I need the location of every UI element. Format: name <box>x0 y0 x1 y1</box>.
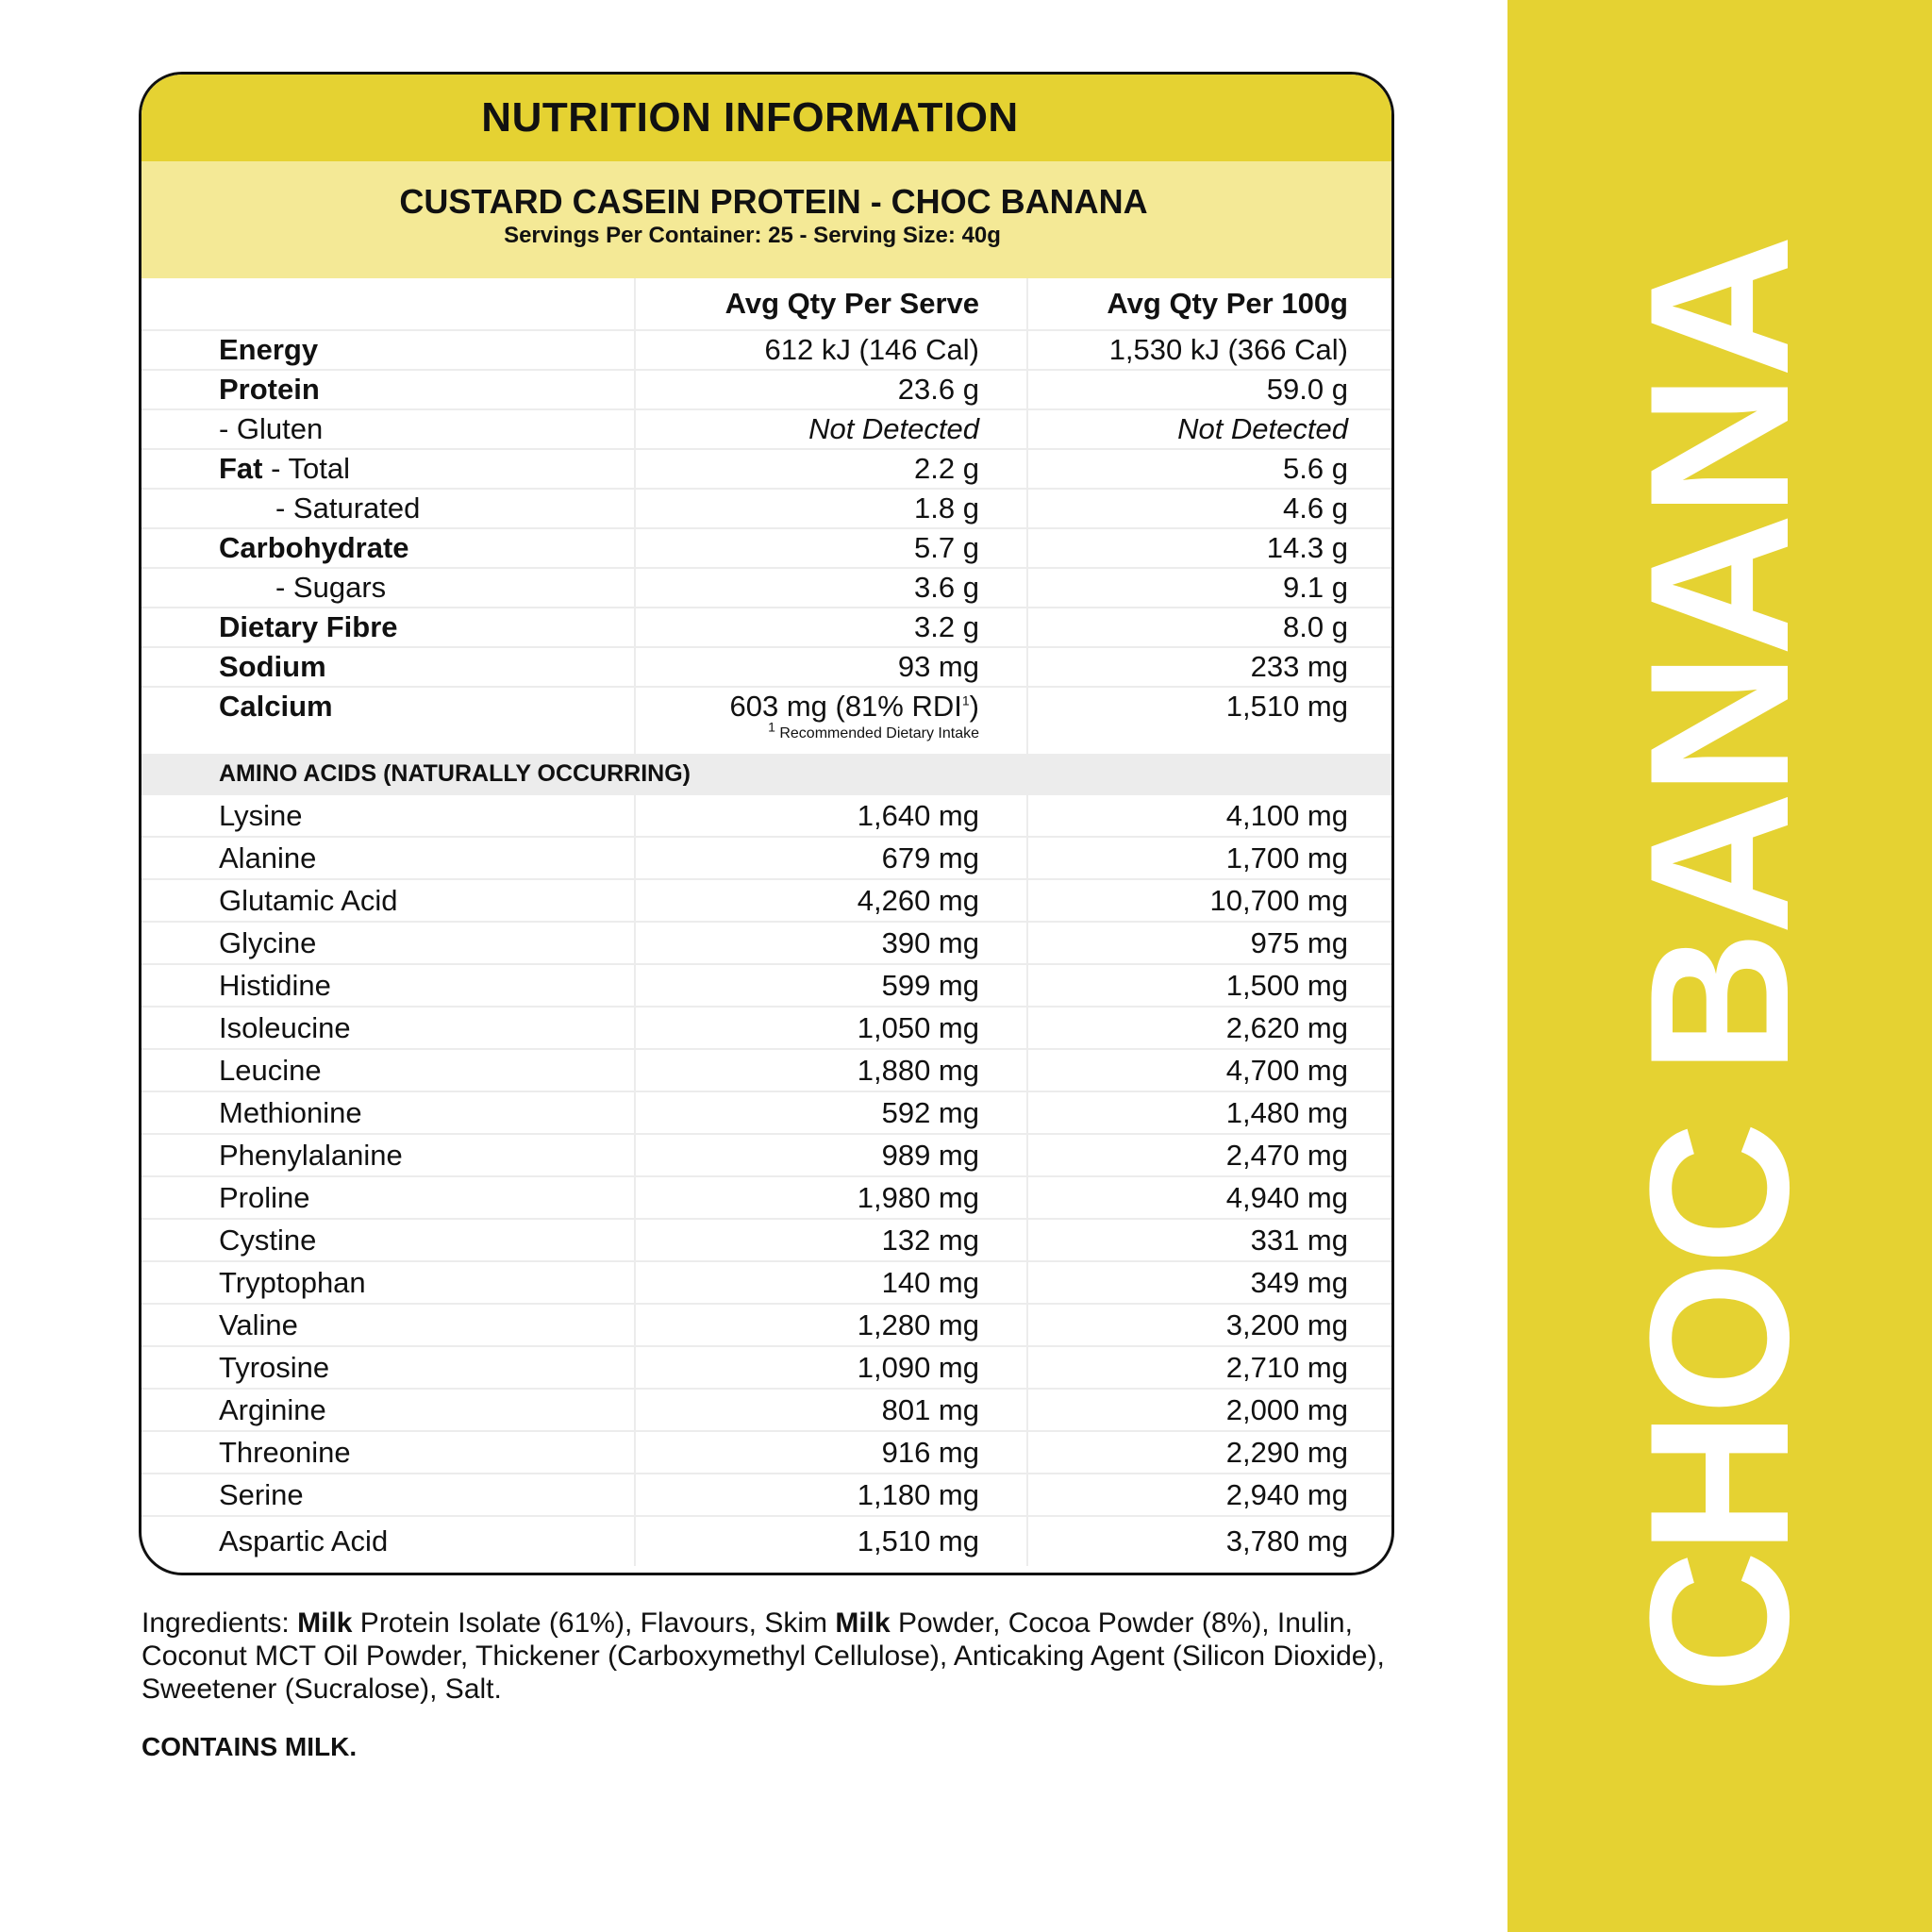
per-serve-value: 1,180 mg <box>635 1474 1027 1516</box>
amino-acid-row <box>142 1389 1391 1431</box>
amino-acid-row <box>142 1346 1391 1389</box>
calcium-per-serve: 603 mg (81% RDI <box>729 690 962 723</box>
per-serve-value: 1,280 mg <box>635 1304 1027 1346</box>
per-100g-value: 9.1 g <box>1027 568 1391 608</box>
nutrition-table <box>142 278 1391 1566</box>
nutrition-title: NUTRITION INFORMATION <box>481 94 1019 141</box>
ingredient-allergen-bold: Milk <box>835 1607 891 1639</box>
amino-acid-row <box>142 1474 1391 1516</box>
per-100g-value: 14.3 g <box>1027 528 1391 568</box>
per-serve-value: 4,260 mg <box>635 879 1027 922</box>
amino-acid-label: Histidine <box>142 964 635 1007</box>
per-serve-value: 1,980 mg <box>635 1176 1027 1219</box>
nutrient-row-dietary-fibre <box>142 608 1391 647</box>
per-100g-value: 2,710 mg <box>1027 1346 1391 1389</box>
per-serve-value: 132 mg <box>635 1219 1027 1261</box>
per-100g-value: Not Detected <box>1027 409 1391 449</box>
per-serve-value: 2.2 g <box>635 449 1027 489</box>
nutrient-row-fat-total <box>142 449 1391 489</box>
per-serve-value: 3.6 g <box>635 568 1027 608</box>
per-serve-value: Not Detected <box>635 409 1027 449</box>
per-100g-value: 233 mg <box>1027 647 1391 687</box>
per-100g-value: 331 mg <box>1027 1219 1391 1261</box>
amino-acid-label: Threonine <box>142 1431 635 1474</box>
per-serve-value: 989 mg <box>635 1134 1027 1176</box>
per-100g-value: 8.0 g <box>1027 608 1391 647</box>
nutrient-label: Dietary Fibre <box>142 608 635 647</box>
per-serve-value: 801 mg <box>635 1389 1027 1431</box>
per-100g-value: 4.6 g <box>1027 489 1391 528</box>
nutrient-row-sugars <box>142 568 1391 608</box>
per-100g-value: 4,700 mg <box>1027 1049 1391 1091</box>
amino-acid-row <box>142 879 1391 922</box>
per-100g-value: 2,470 mg <box>1027 1134 1391 1176</box>
per-100g-value: 2,620 mg <box>1027 1007 1391 1049</box>
column-header-per-serve: Avg Qty Per Serve <box>635 278 1027 330</box>
column-header-label <box>142 278 635 330</box>
amino-acid-label: Tryptophan <box>142 1261 635 1304</box>
amino-acids-header: AMINO ACIDS (NATURALLY OCCURRING) <box>142 754 1391 794</box>
per-100g-value: 1,530 kJ (366 Cal) <box>1027 330 1391 370</box>
flavour-vertical-label: CHOC BANANA <box>1608 238 1830 1694</box>
ingredient-allergen-bold: Milk <box>297 1607 353 1639</box>
per-serve-value: 3.2 g <box>635 608 1027 647</box>
per-serve-value: 390 mg <box>635 922 1027 964</box>
amino-acid-row <box>142 1304 1391 1346</box>
amino-acid-row <box>142 1219 1391 1261</box>
serving-info: Servings Per Container: 25 - Serving Size: 40g <box>504 223 1001 248</box>
nutrient-row-carbohydrate <box>142 528 1391 568</box>
per-100g-value: 5.6 g <box>1027 449 1391 489</box>
ingredient-text: Ingredients: <box>142 1607 298 1639</box>
amino-acid-row <box>142 964 1391 1007</box>
per-serve-value: 1,090 mg <box>635 1346 1027 1389</box>
amino-acid-label: Proline <box>142 1176 635 1219</box>
nutrient-label: - Gluten <box>142 409 635 449</box>
nutrient-label: - Saturated <box>142 489 635 528</box>
per-100g-value: 1,480 mg <box>1027 1091 1391 1134</box>
per-serve-value: 140 mg <box>635 1261 1027 1304</box>
amino-acid-label: Aspartic Acid <box>219 1524 389 1557</box>
amino-acid-label: Lysine <box>142 794 635 837</box>
amino-acid-label: Alanine <box>142 837 635 879</box>
ingredient-text: Powder, Cocoa Powder (8%), Inulin, Coconut MCT Oil Powder, Thickener (Carboxymethyl Cellulose), Anticaking Agent (Silicon Dioxide), Sweetener (Sucralose), Salt. <box>142 1607 1385 1705</box>
amino-acid-row <box>142 1176 1391 1219</box>
per-100g-value: 2,000 mg <box>1027 1389 1391 1431</box>
per-100g-value: 4,100 mg <box>1027 794 1391 837</box>
per-100g-value: 1,510 mg <box>1027 687 1391 754</box>
nutrition-panel <box>139 72 1394 1575</box>
nutrient-row-sodium <box>142 647 1391 687</box>
amino-acid-row <box>142 1091 1391 1134</box>
per-serve-value: 1,510 mg <box>635 1516 1027 1566</box>
per-100g-value: 1,500 mg <box>1027 964 1391 1007</box>
amino-acid-row <box>142 1134 1391 1176</box>
nutrient-row-protein <box>142 370 1391 409</box>
amino-acid-label: Phenylalanine <box>142 1134 635 1176</box>
product-name: CUSTARD CASEIN PROTEIN - CHOC BANANA <box>399 182 1148 221</box>
calcium-close-paren: ) <box>969 690 979 723</box>
amino-acid-label: Serine <box>142 1474 635 1516</box>
nutrient-row-calcium <box>142 687 1391 754</box>
nutrient-label: Protein <box>142 370 635 409</box>
per-serve-value: 592 mg <box>635 1091 1027 1134</box>
per-serve-value: 599 mg <box>635 964 1027 1007</box>
rdi-footnote <box>636 719 979 742</box>
nutrient-label-rest: - Total <box>262 452 350 485</box>
per-100g-value: 1,700 mg <box>1027 837 1391 879</box>
per-serve-value: 5.7 g <box>635 528 1027 568</box>
nutrient-row-saturated <box>142 489 1391 528</box>
amino-acid-label: Glutamic Acid <box>142 879 635 922</box>
allergen-statement: CONTAINS MILK. <box>142 1732 358 1761</box>
flavour-side-band <box>1507 0 1932 1932</box>
nutrient-label: Energy <box>142 330 635 370</box>
nutrient-label-bold: Fat <box>219 452 263 485</box>
nutrient-label: Calcium <box>219 690 333 723</box>
column-header-per-100g: Avg Qty Per 100g <box>1027 278 1391 330</box>
per-serve-value: 23.6 g <box>635 370 1027 409</box>
amino-acid-row <box>142 1261 1391 1304</box>
nutrient-label <box>142 449 635 489</box>
nutrient-label: Carbohydrate <box>142 528 635 568</box>
amino-acids-header-row <box>142 754 1391 794</box>
per-100g-value: 349 mg <box>1027 1261 1391 1304</box>
amino-acid-row <box>142 1049 1391 1091</box>
footnote-text: Recommended Dietary Intake <box>774 725 979 741</box>
per-serve-value: 1.8 g <box>635 489 1027 528</box>
nutrient-row-gluten <box>142 409 1391 449</box>
nutrition-title-bar <box>142 75 1391 161</box>
per-serve-value <box>635 687 1027 754</box>
amino-acid-label: Glycine <box>142 922 635 964</box>
per-100g-value: 2,940 mg <box>1027 1474 1391 1516</box>
per-100g-value: 4,940 mg <box>1027 1176 1391 1219</box>
per-serve-value: 1,640 mg <box>635 794 1027 837</box>
per-serve-value: 612 kJ (146 Cal) <box>635 330 1027 370</box>
amino-acid-row <box>142 1007 1391 1049</box>
per-serve-value: 1,050 mg <box>635 1007 1027 1049</box>
amino-acid-label: Valine <box>142 1304 635 1346</box>
footnote-marker: 1 <box>961 692 970 708</box>
amino-acid-label: Isoleucine <box>142 1007 635 1049</box>
amino-acid-row <box>142 922 1391 964</box>
amino-acid-row <box>142 794 1391 837</box>
ingredient-text: Protein Isolate (61%), Flavours, Skim <box>352 1607 836 1639</box>
per-serve-value: 916 mg <box>635 1431 1027 1474</box>
per-serve-value: 679 mg <box>635 837 1027 879</box>
per-serve-value: 93 mg <box>635 647 1027 687</box>
amino-acid-row <box>142 837 1391 879</box>
per-serve-value: 1,880 mg <box>635 1049 1027 1091</box>
ingredients-list <box>142 1607 1424 1706</box>
nutrient-row-energy <box>142 330 1391 370</box>
amino-acid-row <box>142 1516 1391 1566</box>
amino-acid-label: Tyrosine <box>142 1346 635 1389</box>
nutrient-label: Sodium <box>142 647 635 687</box>
per-100g-value: 59.0 g <box>1027 370 1391 409</box>
nutrient-label: - Sugars <box>142 568 635 608</box>
amino-acid-label: Arginine <box>142 1389 635 1431</box>
product-header <box>142 161 1391 278</box>
amino-acid-row <box>142 1431 1391 1474</box>
amino-acid-label: Cystine <box>142 1219 635 1261</box>
per-100g-value: 2,290 mg <box>1027 1431 1391 1474</box>
amino-acid-label: Methionine <box>142 1091 635 1134</box>
per-100g-value: 975 mg <box>1027 922 1391 964</box>
per-100g-value: 3,780 mg <box>1027 1516 1391 1566</box>
footnote-mark: 1 <box>768 719 775 735</box>
amino-acid-label: Leucine <box>142 1049 635 1091</box>
per-100g-value: 10,700 mg <box>1027 879 1391 922</box>
table-header-row <box>142 278 1391 330</box>
per-100g-value: 3,200 mg <box>1027 1304 1391 1346</box>
